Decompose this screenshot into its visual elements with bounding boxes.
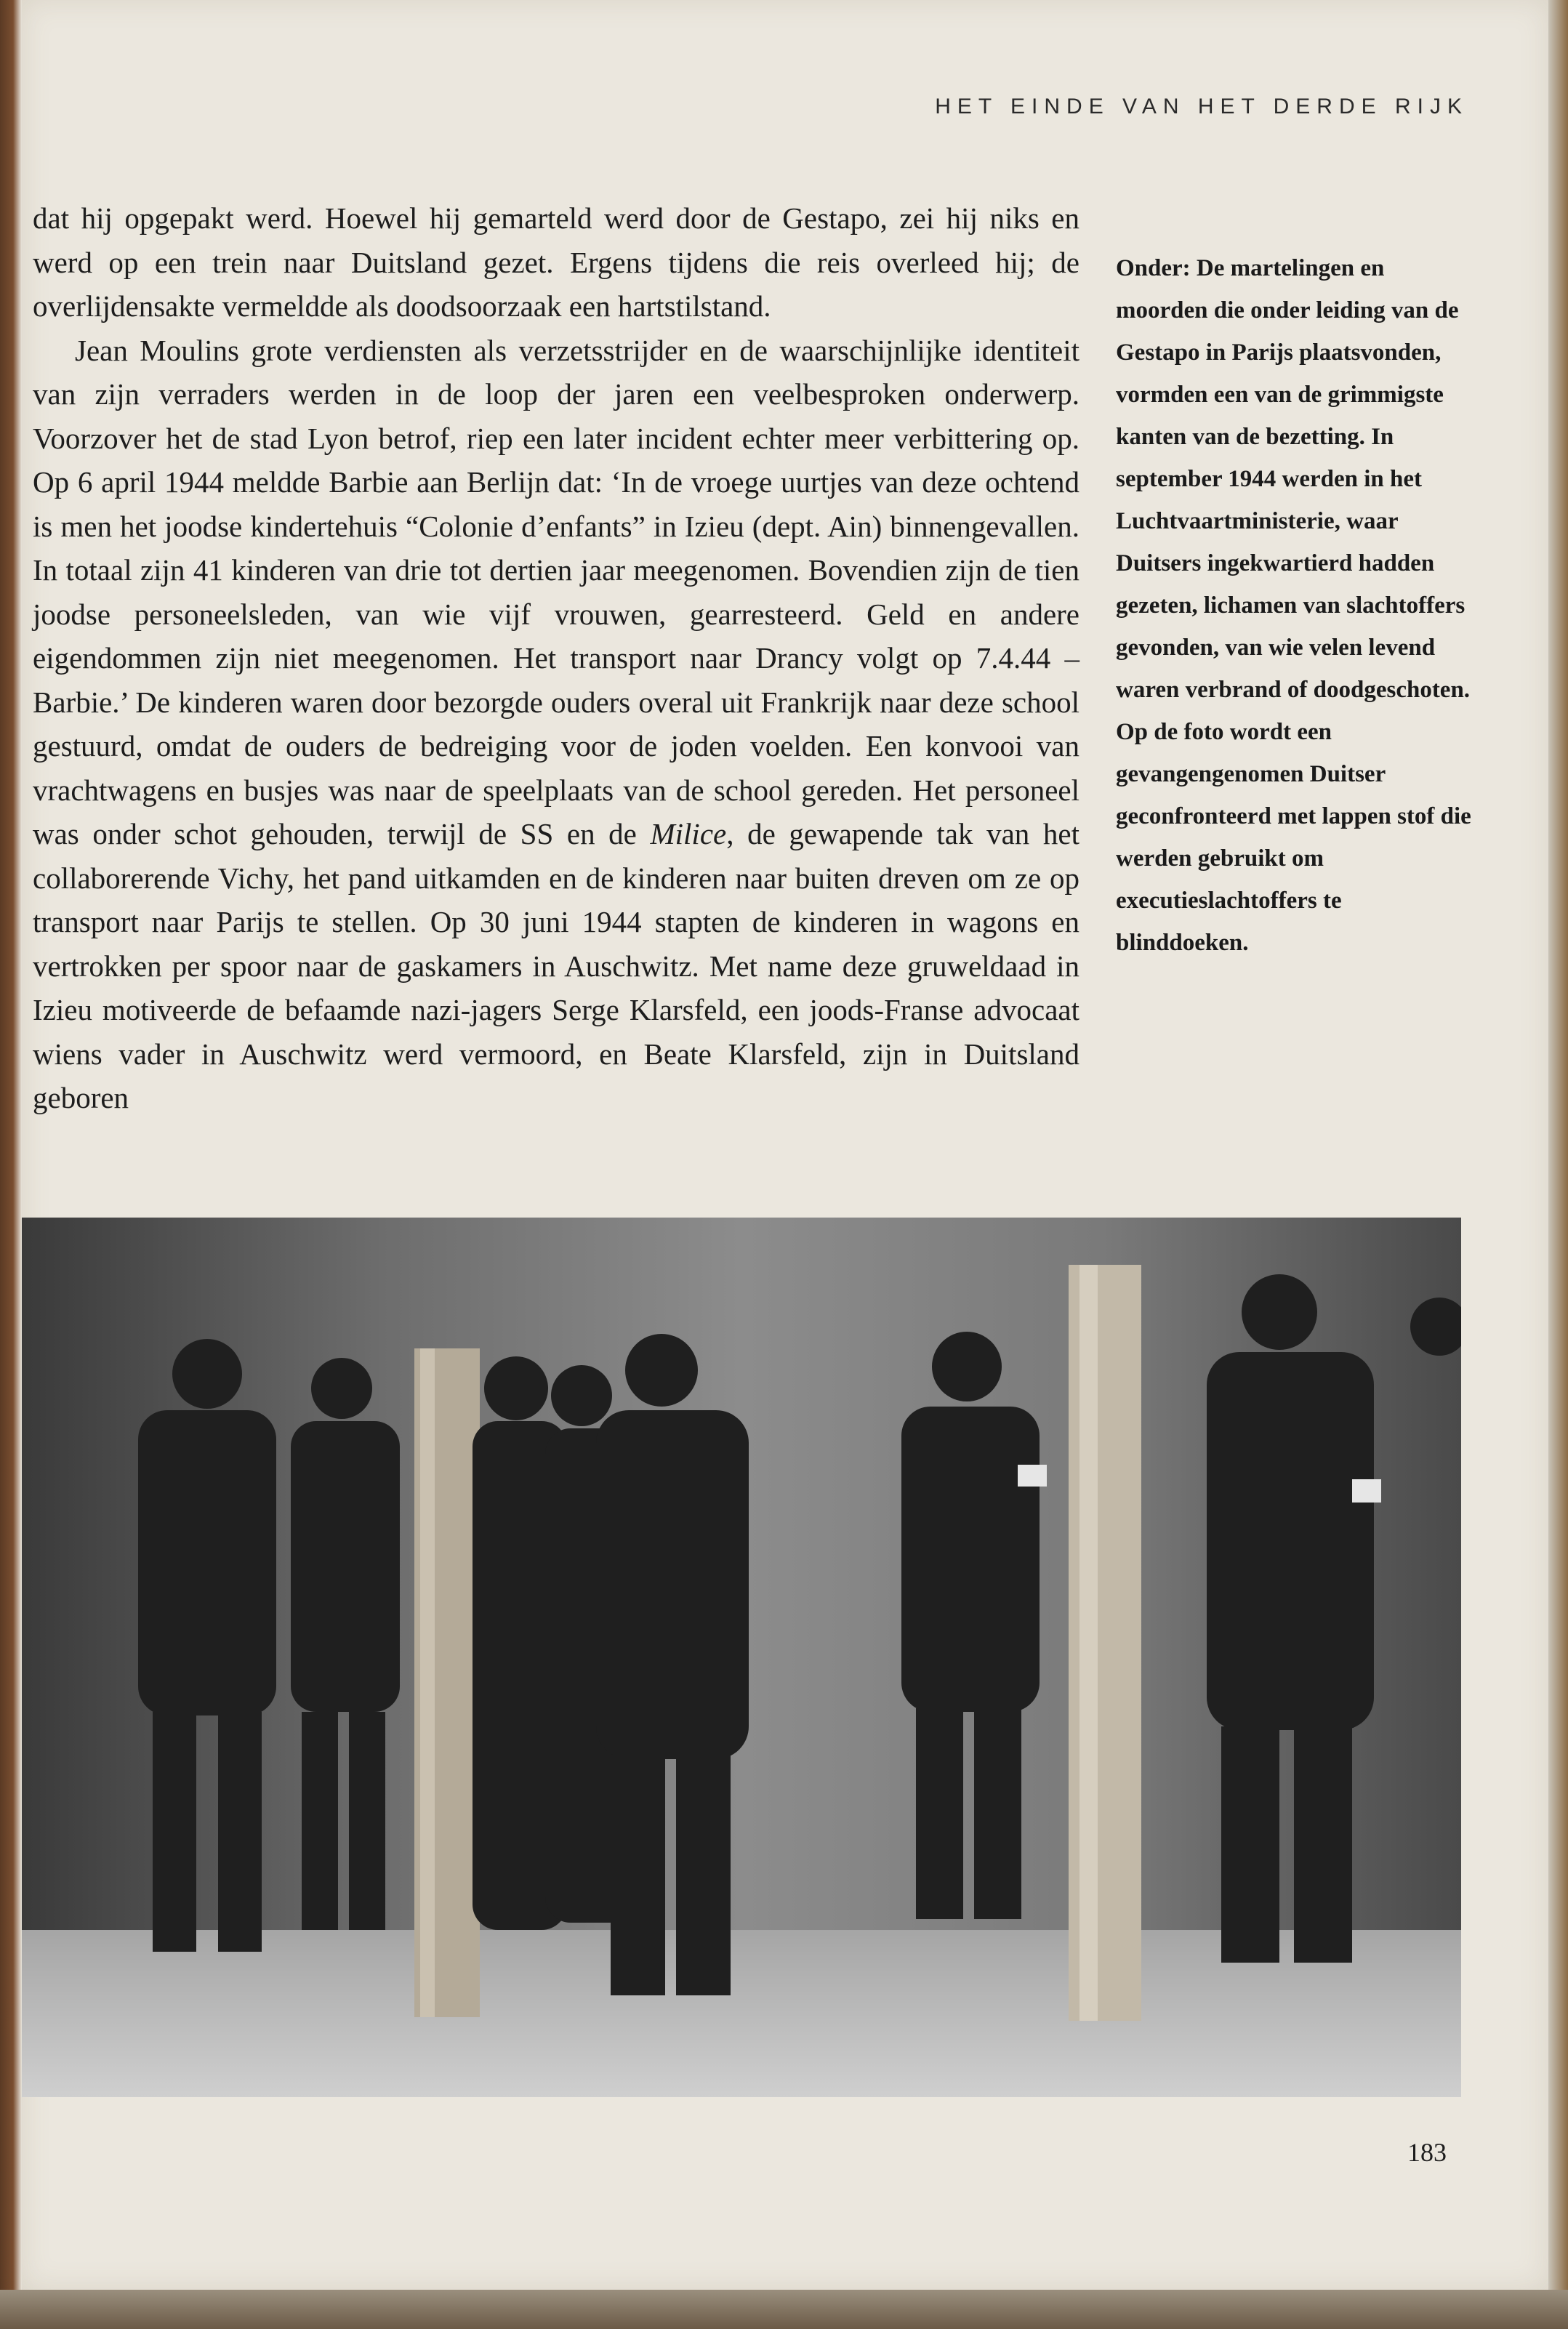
armband-left bbox=[1018, 1465, 1047, 1487]
page-number: 183 bbox=[1407, 2138, 1447, 2167]
paragraph-2-part-1: Jean Moulins grote verdiensten als verzetsstrijder en de waarschijnlijke identiteit van zijn verraders werden in de loop der jaren een veelbesproken onderwerp. Voorzover het de stad Lyon betrof, riep een later incident echter meer verbittering op. Op 6 april 1944 meldde Barbie aan Berlijn dat: ‘In de vroege uurtjes van deze ochtend is men het joodse kindertehuis “Colonie d’enfants” in Izieu (dept. Ain) binnengevallen. In totaal zijn 41 kinderen van drie tot dertien jaar meegenomen. Bovendien zijn de tien joodse personeelsleden, van wie vijf vrouwen, gearresteerd. Geld en andere eigendommen zijn niet meegenomen. Het transport naar Drancy volgt op 7.4.44 – Barbie.’ De kinderen waren door bezorgde ouders overal uit Frankrijk naar deze school gestuurd, omdat de ouders de bedreiging voor de joden voelden. Een konvooi van vrachtwagens en busjes was naar de speelplaats van de school gereden. Het personeel was onder schot gehouden, terwijl de SS en de bbox=[33, 333, 1079, 850]
armband-right bbox=[1352, 1479, 1381, 1503]
paragraph-2-part-2: , de gewapende tak van het collaborerende Vichy, het pand uitkamden en de kinderen naar buiten dreven om ze op transport naar Parijs te stellen. Op 30 juni 1944 stapten de kinderen in wagons en vertrokken per spoor naar de gaskamers in Auschwitz. Met name deze gruweldaad in Izieu motiveerde de befaamde nazi-jagers Serge Klarsfeld, een joods-Franse advocaat wiens vader in Auschwitz werd vermoord, en Beate Klarsfeld, zijn in Duitsland geboren bbox=[33, 817, 1079, 1114]
historical-photo bbox=[22, 1218, 1461, 2097]
running-head: HET EINDE VAN HET DERDE RIJK bbox=[935, 94, 1468, 118]
book-bottom-edge bbox=[0, 2290, 1568, 2329]
photo-caption: Onder: De martelingen en moorden die onder leiding van de Gestapo in Parijs plaatsvonden, vormden een van de grimmigste kanten van de bezetting. In september 1944 werden in het Luchtvaartministerie, waar Duitsers ingekwartierd hadden gezeten, lichamen van slachtoffers gevonden, van wie velen levend waren verbrand of doodgeschoten. Op de foto wordt een gevangengenomen Duitser geconfronteerd met lappen stof die werden gebruikt om executieslachtoffers te blinddoeken. bbox=[1116, 255, 1471, 956]
photo-illustration bbox=[22, 1218, 1461, 2097]
paragraph-1: dat hij opgepakt werd. Hoewel hij gemarteld werd door de Gestapo, zei hij niks en werd op een trein naar Duitsland gezet. Ergens tijdens die reis overleed hij; de overlijdensakte vermeldde als doodsoorzaak een hartstilstand. bbox=[33, 201, 1079, 323]
body-text bbox=[33, 196, 1079, 1120]
milice-term: Milice bbox=[650, 817, 727, 850]
book-page bbox=[22, 0, 1548, 2290]
paragraph-2 bbox=[33, 329, 1079, 1120]
